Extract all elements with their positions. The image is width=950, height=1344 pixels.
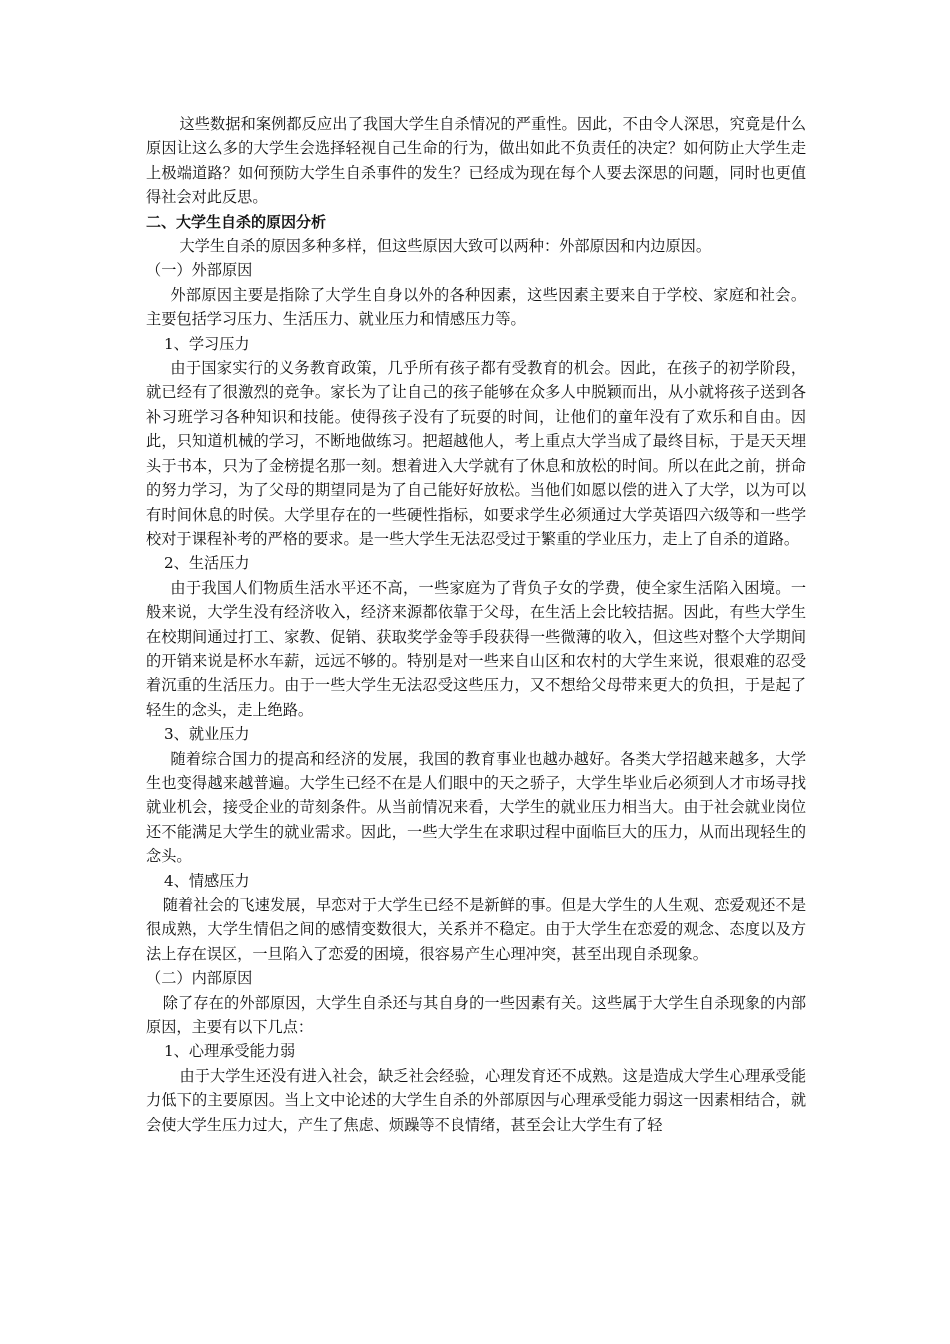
external-paragraph: 外部原因主要是指除了大学生自身以外的各种因素，这些因素主要来自于学校、家庭和社会。主要包括学习压力、生活压力、就业压力和情感压力等。 bbox=[146, 285, 806, 329]
item-heading-life: 2、生活压力 bbox=[164, 554, 250, 573]
document-body bbox=[146, 112, 806, 1137]
subsection-heading-external: （一）外部原因 bbox=[146, 261, 253, 280]
internal-paragraph: 除了存在的外部原因，大学生自杀还与其自身的一些因素有关。这些属于大学生自杀现象的内部原因，主要有以下几点： bbox=[146, 993, 806, 1037]
item-heading-emotion: 4、情感压力 bbox=[164, 871, 250, 890]
psych-paragraph: 由于大学生还没有进入社会，缺乏社会经验，心理发育还不成熟。这是造成大学生心理承受能力低下的主要原因。当上文中论述的大学生自杀的外部原因与心理承受能力弱这一因素相结合，就会使大学生压力过大，产生了焦虑、烦躁等不良情绪，甚至会让大学生有了轻 bbox=[146, 1066, 806, 1134]
item-heading-study: 1、学习压力 bbox=[164, 334, 250, 353]
section-heading: 二、大学生自杀的原因分析 bbox=[146, 212, 327, 231]
item-heading-psych: 1、心理承受能力弱 bbox=[164, 1042, 296, 1061]
item-heading-job: 3、就业压力 bbox=[164, 725, 250, 744]
job-paragraph: 随着综合国力的提高和经济的发展，我国的教育事业也越办越好。各类大学招越来越多，大学生也变得越来越普遍。大学生已经不在是人们眼中的天之骄子，大学生毕业后必须到人才市场寻找就业机会，接受企业的苛刻条件。从当前情况来看，大学生的就业压力相当大。由于社会就业岗位还不能满足大学生的就业需求。因此，一些大学生在求职过程中面临巨大的压力，从而出现轻生的念头。 bbox=[146, 749, 806, 866]
subsection-heading-internal: （二）内部原因 bbox=[146, 969, 253, 988]
study-paragraph: 由于国家实行的义务教育政策，几乎所有孩子都有受教育的机会。因此，在孩子的初学阶段，就已经有了很激烈的竞争。家长为了让自己的孩子能够在众多人中脱颖而出，从小就将孩子送到各补习班学习各种知识和技能。使得孩子没有了玩耍的时间，让他们的童年没有了欢乐和自由。因此，只知道机械的学习，不断地做练习。把超越他人，考上重点大学当成了最终目标，于是天天埋头于书本，只为了金榜提名那一刻。想着进入大学就有了休息和放松的时间。所以在此之前，拼命的努力学习，为了父母的期望同是为了自己能好好放松。当他们如愿以偿的进入了大学，以为可以有时间休息的时侯。大学里存在的一些硬性指标，如要求学生必须通过大学英语四六级等和一些学校对于课程补考的严格的要求。是一些大学生无法忍受过于繁重的学业压力，走上了自杀的道路。 bbox=[146, 359, 806, 548]
overview-paragraph: 大学生自杀的原因多种多样，但这些原因大致可以两种：外部原因和内边原因。 bbox=[179, 237, 711, 256]
emotion-paragraph: 随着社会的飞速发展，早恋对于大学生已经不是新鲜的事。但是大学生的人生观、恋爱观还不是很成熟，大学生情侣之间的感情变数很大，关系并不稳定。由于大学生在恋爱的观念、态度以及方法上存在误区，一旦陷入了恋爱的困境，很容易产生心理冲突，甚至出现自杀现象。 bbox=[146, 896, 806, 963]
life-paragraph: 由于我国人们物质生活水平还不高，一些家庭为了背负子女的学费，使全家生活陷入困境。一般来说，大学生没有经济收入，经济来源都依靠于父母，在生活上会比较拮据。因此，有些大学生在校期间通过打工、家教、促销、获取奖学金等手段获得一些微薄的收入，但这些对整个大学期间的开销来说是杯水车薪，远远不够的。特别是对一些来自山区和农村的大学生来说，很艰难的忍受着沉重的生活压力。由于一些大学生无法忍受这些压力，又不想给父母带来更大的负担，于是起了轻生的念头，走上绝路。 bbox=[146, 578, 806, 719]
intro-paragraph: 这些数据和案例都反应出了我国大学生自杀情况的严重性。因此，不由令人深思，究竟是什么原因让这么多的大学生会选择轻视自己生命的行为，做出如此不负责任的决定？如何防止大学生走上极端道路？如何预防大学生自杀事件的发生？已经成为现在每个人要去深思的问题，同时也更值得社会对此反思。 bbox=[146, 115, 806, 207]
